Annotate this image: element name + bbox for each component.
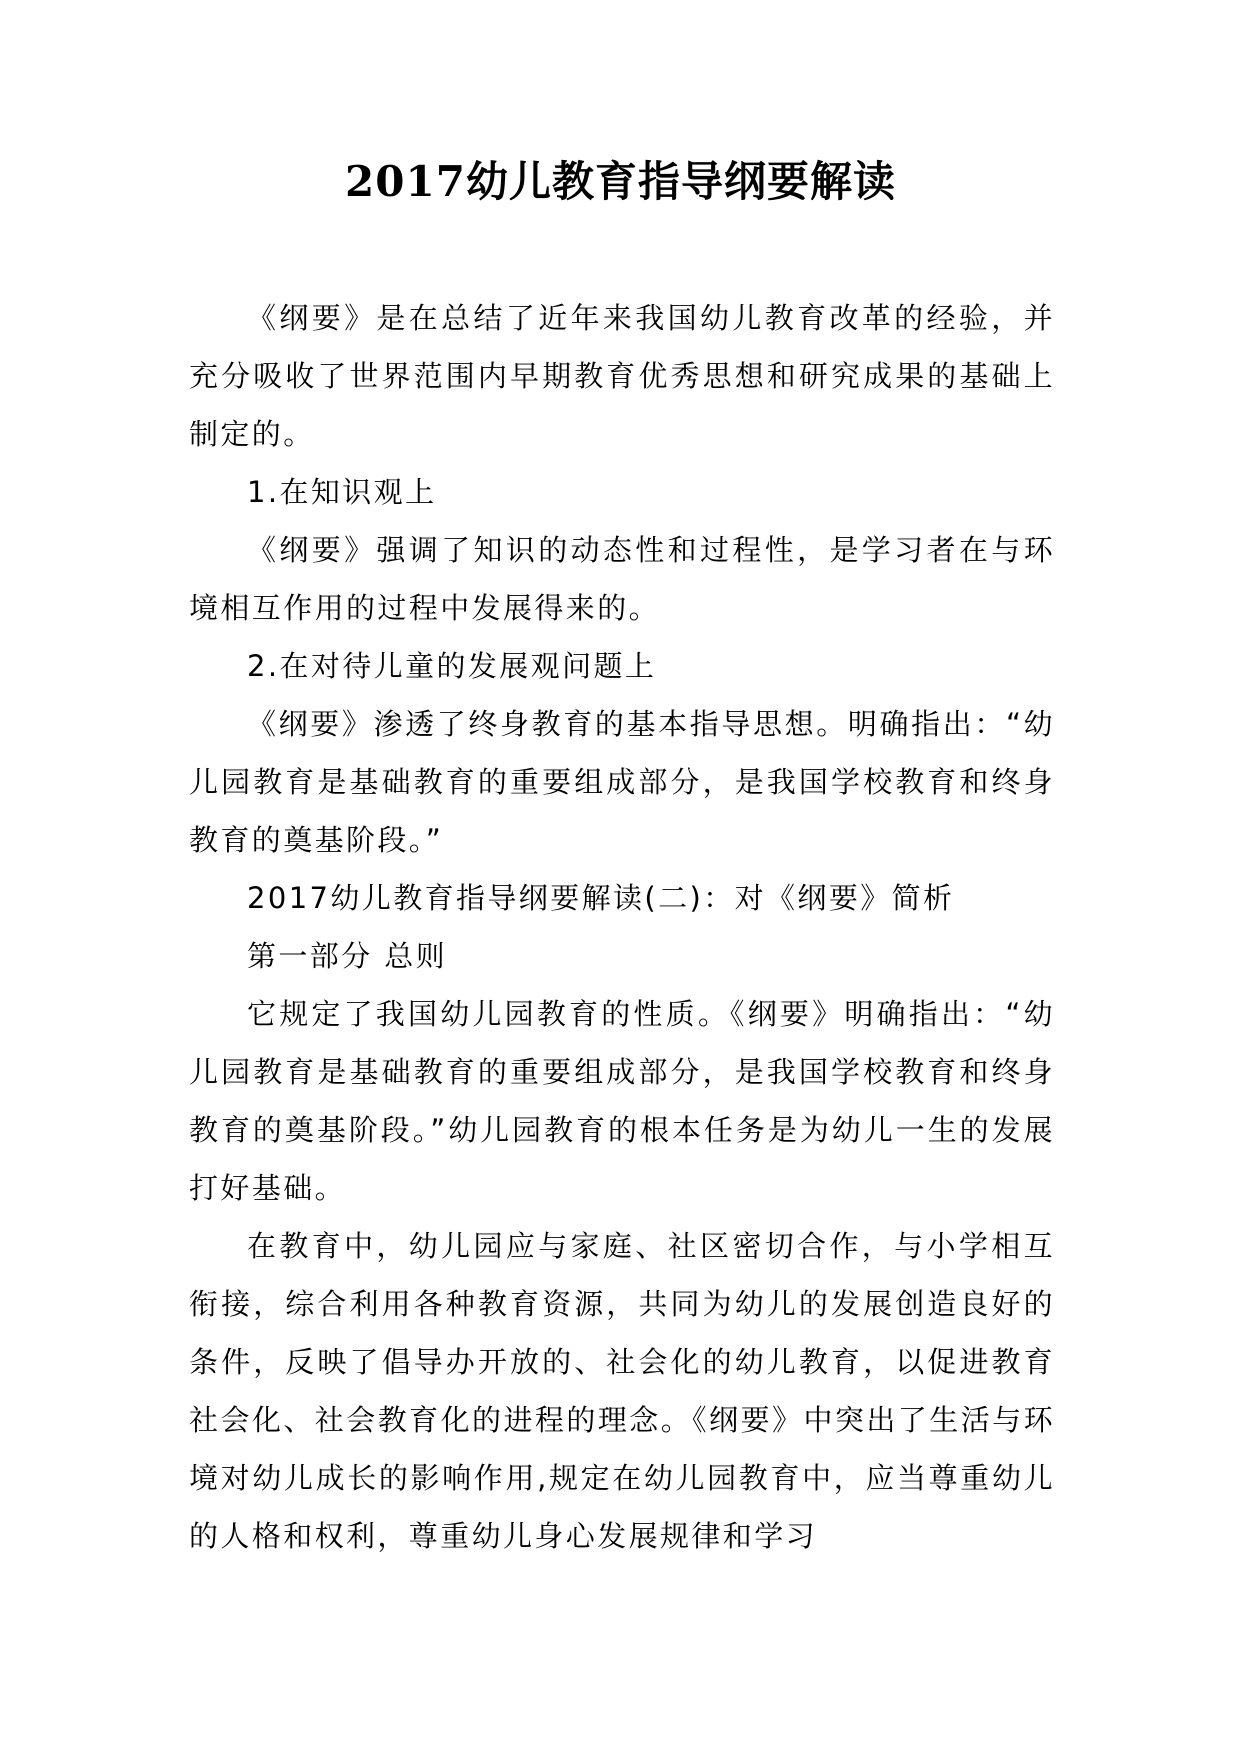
heading-part-two: 2017幼儿教育指导纲要解读(二)：对《纲要》简析 [247, 881, 955, 915]
document-title: 2017幼儿教育指导纲要解读 [345, 157, 896, 206]
document-body [189, 289, 1055, 1565]
paragraph-cooperation: 在教育中，幼儿园应与家庭、社区密切合作，与小学相互衔接，综合利用各种教育资源，共同为幼儿的发展创造良好的条件，反映了倡导办开放的、社会化的幼儿教育，以促进教育社会化、社会教育化的进程的理念。《纲要》中突出了生活与环境对幼儿成长的影响作用,规定在幼儿园教育中，应当尊重幼儿的人格和权利，尊重幼儿身心发展规律和学习 [189, 1229, 1055, 1553]
paragraph-knowledge-view: 《纲要》强调了知识的动态性和过程性，是学习者在与环境相互作用的过程中发展得来的。 [189, 533, 1055, 625]
paragraph-development-view: 《纲要》渗透了终身教育的基本指导思想。明确指出：“幼儿园教育是基础教育的重要组成部分，是我国学校教育和终身教育的奠基阶段。” [189, 707, 1055, 857]
heading-general-rules: 第一部分 总则 [247, 939, 448, 973]
heading-development-view: 2.在对待儿童的发展观问题上 [247, 649, 657, 683]
heading-knowledge-view: 1.在知识观上 [247, 475, 437, 509]
paragraph-intro: 《纲要》是在总结了近年来我国幼儿教育改革的经验，并充分吸收了世界范围内早期教育优秀思想和研究成果的基础上制定的。 [189, 301, 1055, 451]
paragraph-nature: 它规定了我国幼儿园教育的性质。《纲要》明确指出：“幼儿园教育是基础教育的重要组成部分，是我国学校教育和终身教育的奠基阶段。”幼儿园教育的根本任务是为幼儿一生的发展打好基础。 [189, 997, 1055, 1205]
